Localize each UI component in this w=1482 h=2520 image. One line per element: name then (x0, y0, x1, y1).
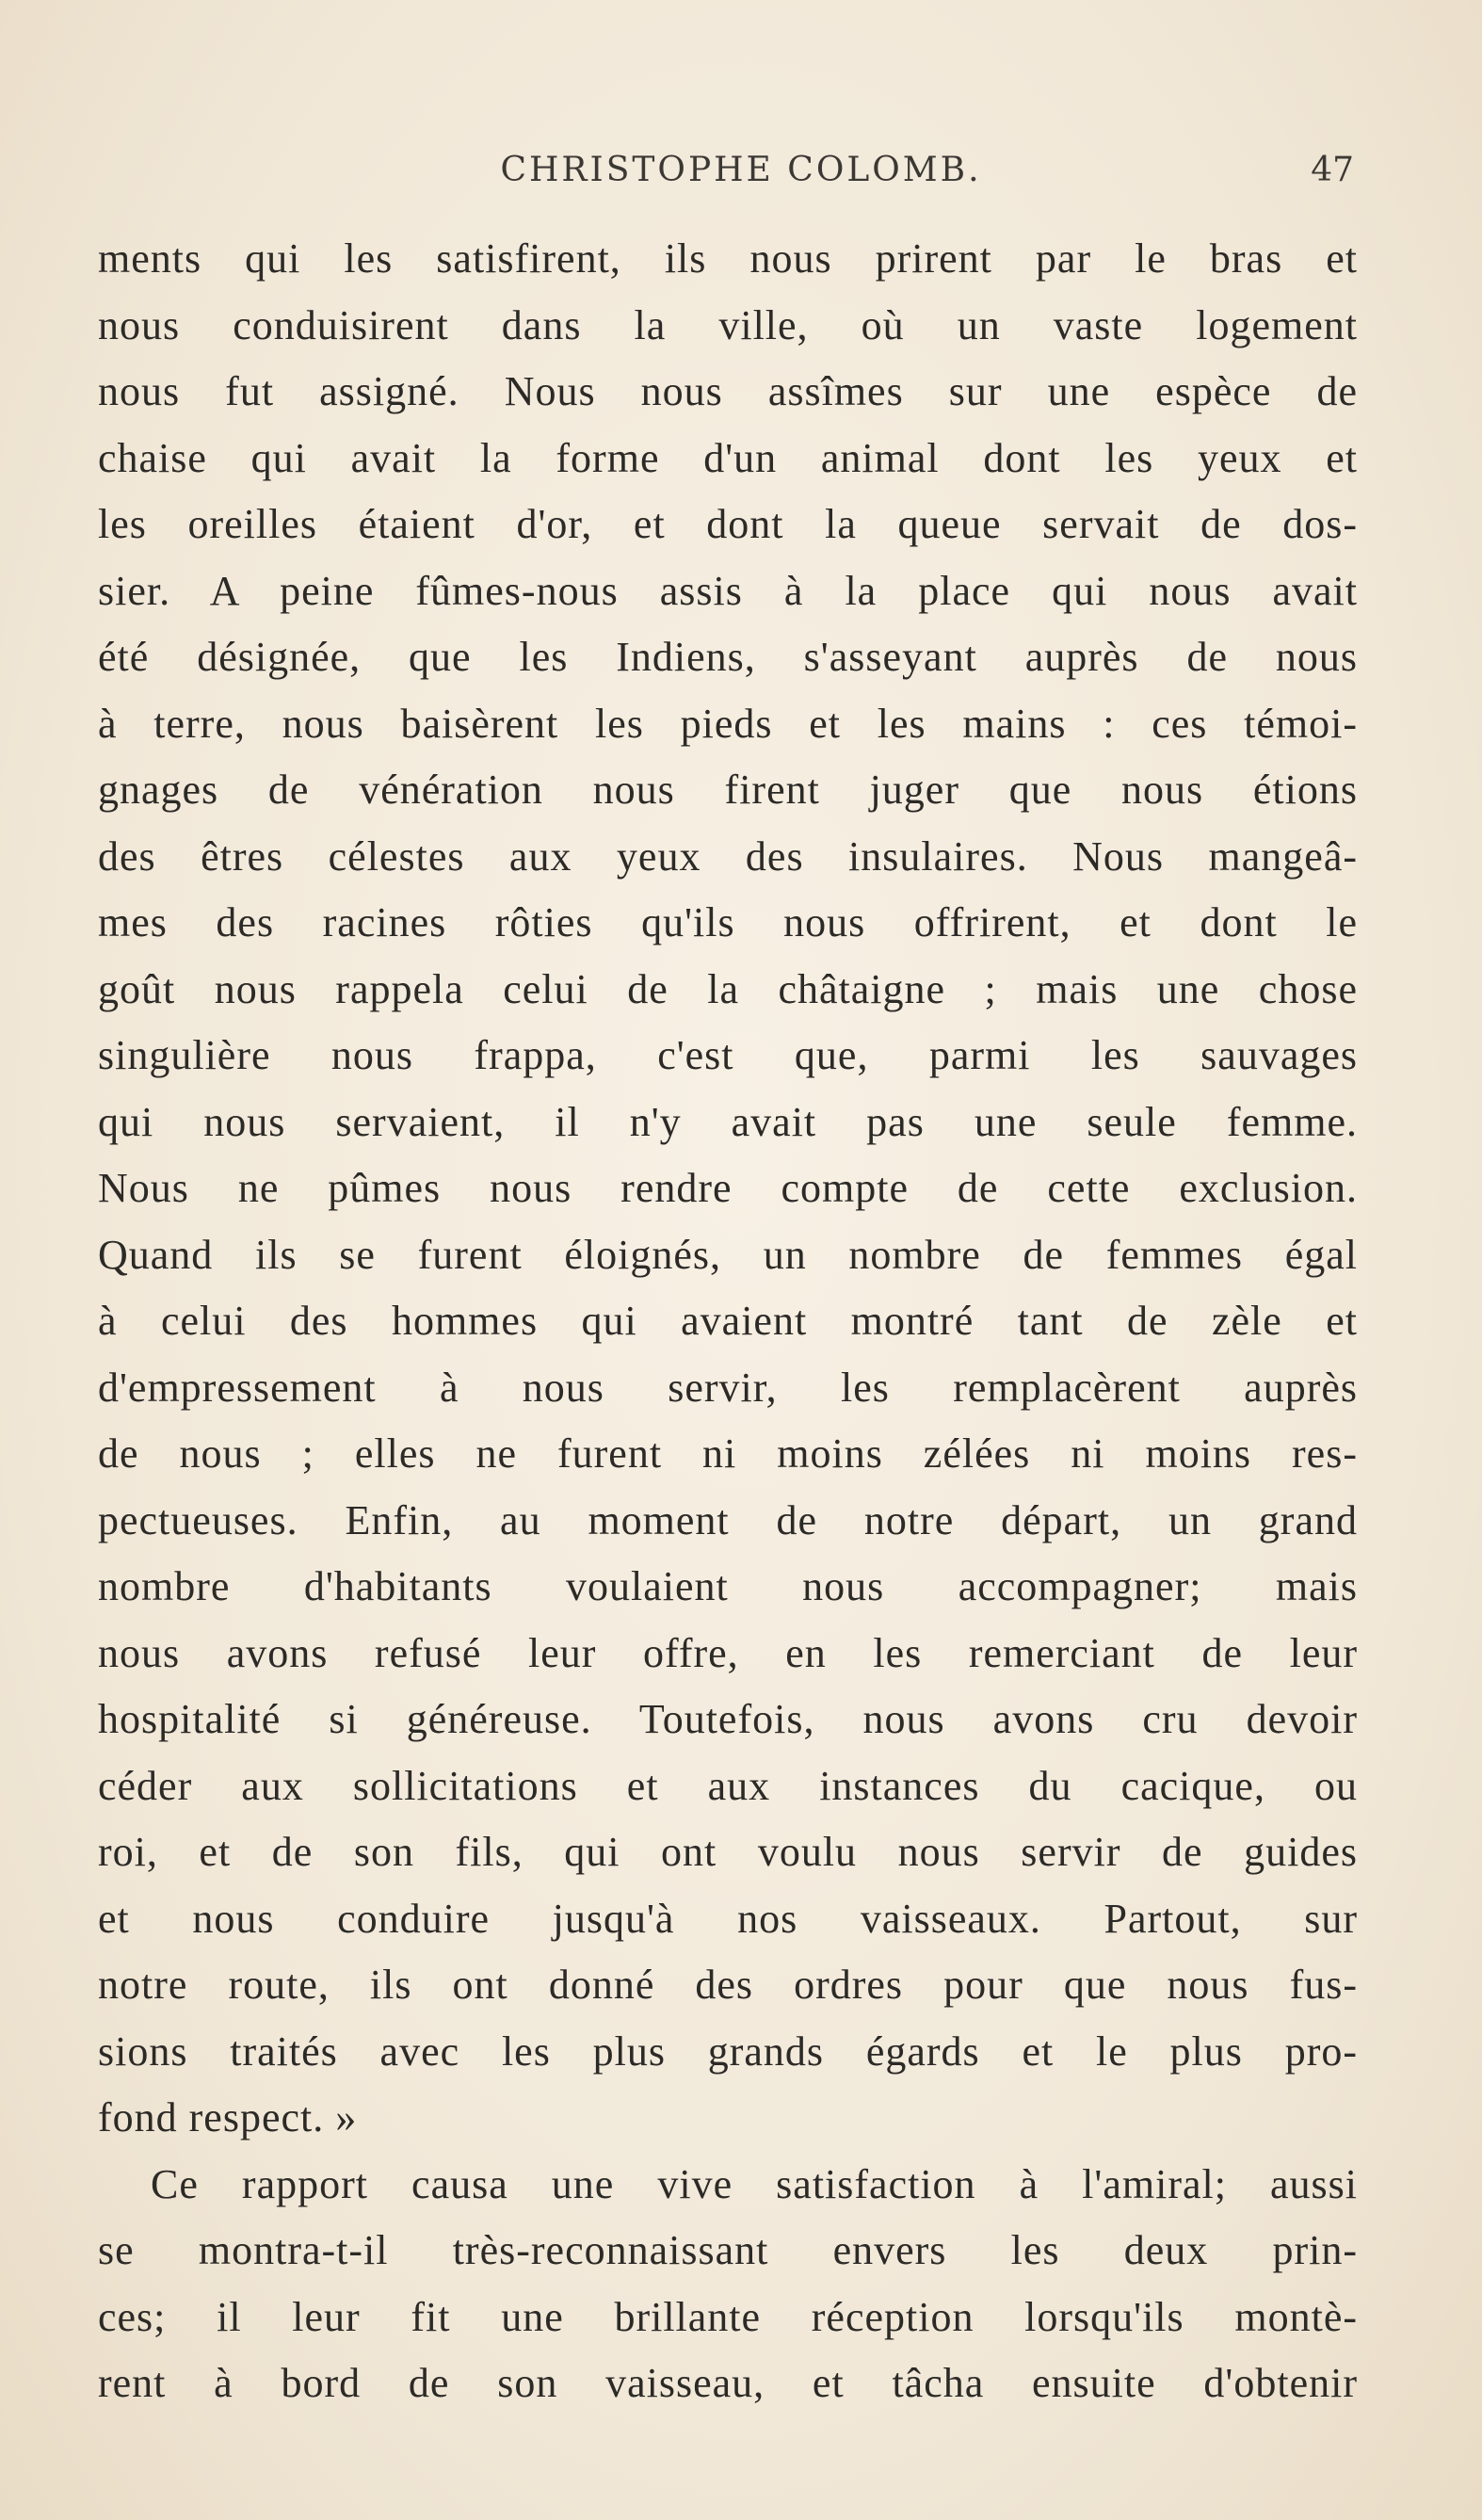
text-line: à celui des hommes qui avaient montré tant de zèle et (98, 1298, 1358, 1344)
text-line: nous conduisirent dans la ville, où un vaste logement (98, 301, 1358, 348)
running-header (0, 151, 1482, 198)
text-line: été désignée, que les Indiens, s'asseyant auprès de nous (98, 634, 1358, 680)
text-line: nous fut assigné. Nous nous assîmes sur une espèce de (98, 368, 1358, 414)
text-line: ces; il leur fit une brillante réception lorsqu'ils montè- (98, 2293, 1358, 2340)
text-line: et nous conduire jusqu'à nos vaisseaux. Partout, sur (98, 1895, 1358, 1942)
text-line: des êtres célestes aux yeux des insulaires. Nous mangeâ- (98, 832, 1358, 880)
text-line: de nous ; elles ne furent ni moins zélées ni moins res- (98, 1430, 1358, 1477)
text-line: roi, et de son fils, qui ont voulu nous servir de guides (98, 1829, 1358, 1875)
paragraph-start-line: Ce rapport causa une vive satisfaction à l'amiral; aussi (151, 2160, 1358, 2207)
text-line: Nous ne pûmes nous rendre compte de cette exclusion. (98, 1165, 1358, 1211)
text-line: d'empressement à nous servir, les remplacèrent auprès (98, 1364, 1358, 1411)
body-text (98, 226, 1358, 2417)
text-line: rent à bord de son vaisseau, et tâcha ensuite d'obtenir (98, 2360, 1358, 2406)
text-line: gnages de vénération nous firent juger que nous étions (98, 767, 1358, 813)
text-line: notre route, ils ont donné des ordres pour que nous fus- (98, 1962, 1358, 2008)
text-line: sions traités avec les plus grands égards et le plus pro- (98, 2027, 1358, 2075)
text-line: sier. A peine fûmes-nous assis à la place qui nous avait (98, 567, 1358, 614)
text-line: hospitalité si généreuse. Toutefois, nous avons cru devoir (98, 1696, 1358, 1742)
text-line: Quand ils se furent éloignés, un nombre de femmes égal (98, 1231, 1358, 1278)
text-line: mes des racines rôties qu'ils nous offrirent, et dont le (98, 899, 1358, 945)
text-line: se montra-t-il très-reconnaissant envers les deux prin- (98, 2227, 1358, 2273)
running-title: CHRISTOPHE COLOMB. (500, 151, 982, 189)
text-line: à terre, nous baisèrent les pieds et les mains : ces témoi- (98, 700, 1358, 747)
text-line: ments qui les satisfirent, ils nous prirent par le bras et (98, 235, 1358, 282)
text-line: chaise qui avait la forme d'un animal dont les yeux et (98, 434, 1358, 481)
text-line: céder aux sollicitations et aux instances du cacique, ou (98, 1762, 1358, 1809)
text-line: pectueuses. Enfin, au moment de notre départ, un grand (98, 1496, 1358, 1543)
text-line: singulière nous frappa, c'est que, parmi les sauvages (98, 1032, 1358, 1078)
text-line: nous avons refusé leur offre, en les remerciant de leur (98, 1629, 1358, 1676)
text-line: qui nous servaient, il n'y avait pas une seule femme. (98, 1098, 1358, 1145)
page-number: 47 (1311, 151, 1354, 189)
text-line: les oreilles étaient d'or, et dont la queue servait de dos- (98, 501, 1358, 547)
text-line: nombre d'habitants voulaient nous accompagner; mais (98, 1563, 1358, 1609)
text-line: goût nous rappela celui de la châtaigne ; mais une chose (98, 965, 1358, 1012)
paragraph-end-line: fond respect. » (98, 2094, 358, 2140)
